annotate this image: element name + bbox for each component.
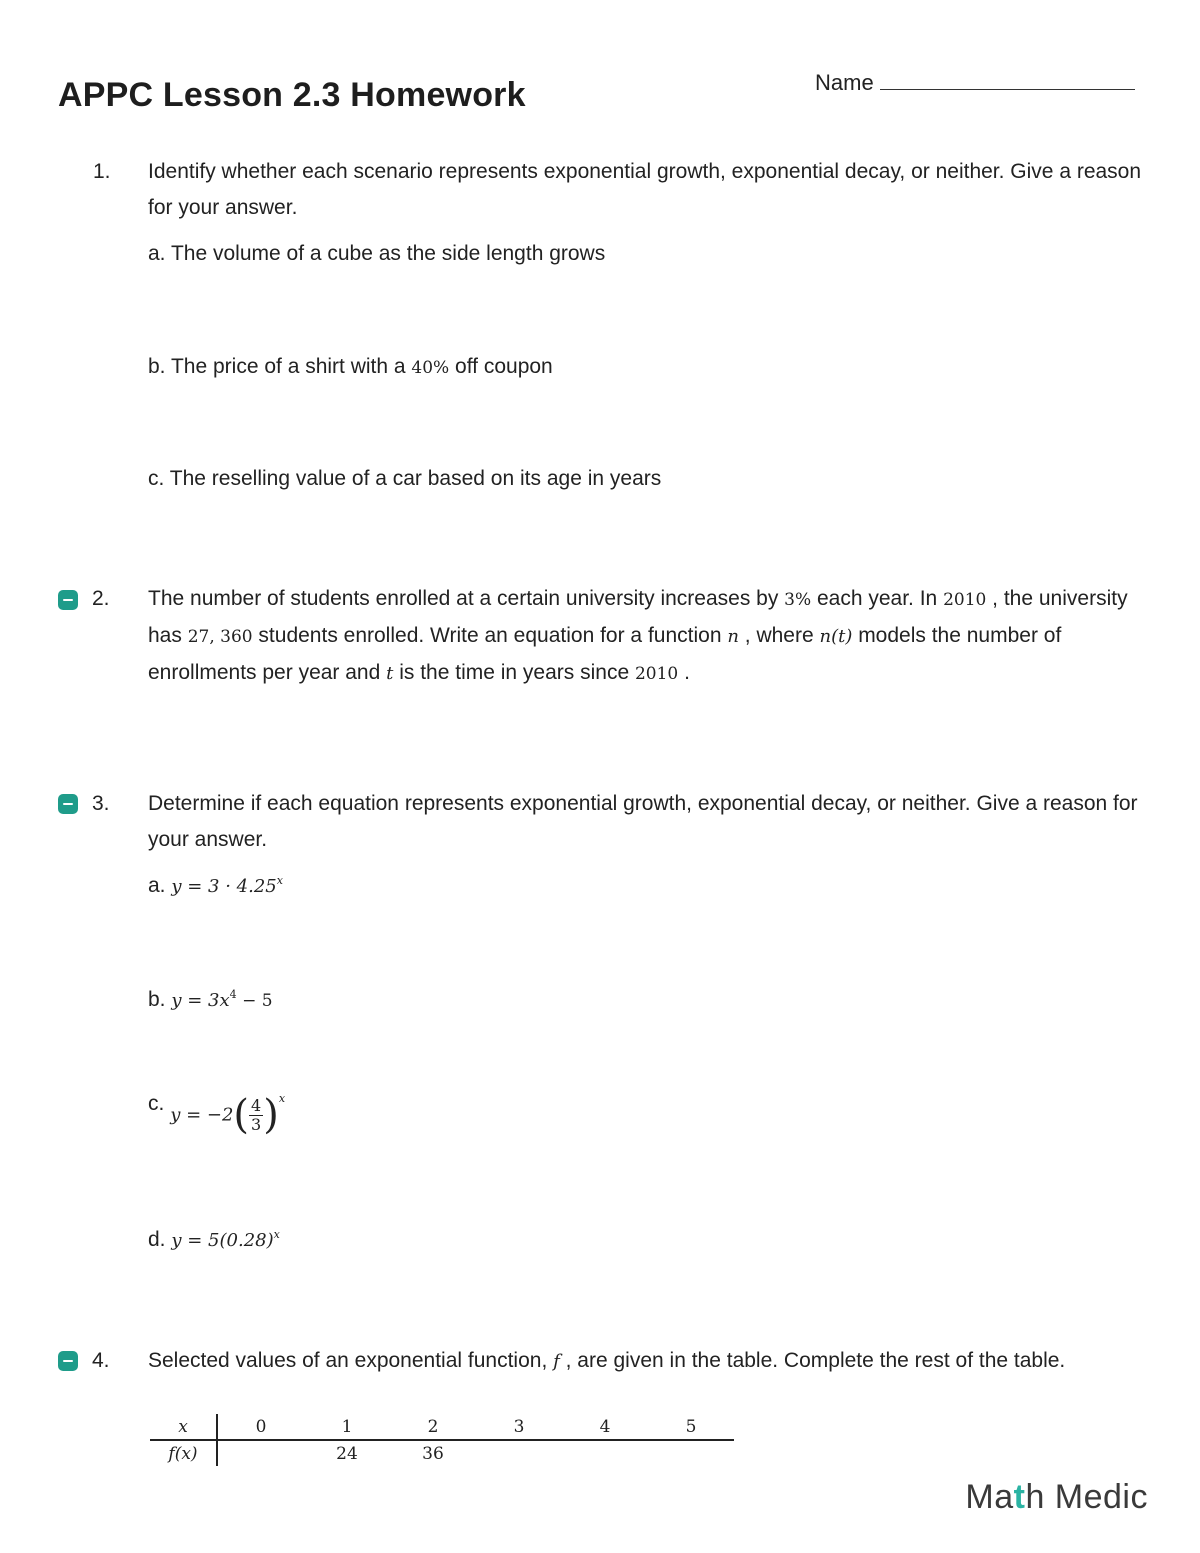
table-cell: 3 bbox=[476, 1414, 562, 1440]
q3-b-equation: y = 3x bbox=[171, 990, 230, 1011]
q3-c-label: c. bbox=[148, 1092, 165, 1115]
q2-count: 27, 360 bbox=[187, 627, 253, 647]
q1-part-b bbox=[148, 355, 553, 379]
q3-part-b bbox=[148, 988, 273, 1012]
logo-text-1: Ma bbox=[965, 1478, 1014, 1516]
table-header-fx: f(x) bbox=[150, 1440, 217, 1466]
logo-accent: t bbox=[1013, 1478, 1026, 1516]
q2-function-name: n bbox=[727, 626, 739, 647]
table-row-x bbox=[150, 1414, 734, 1440]
table-cell: 5 bbox=[648, 1414, 734, 1440]
q3-d-label: d. bbox=[148, 1228, 166, 1251]
table-cell[interactable] bbox=[562, 1440, 648, 1466]
q3-part-a bbox=[148, 874, 283, 898]
table-cell[interactable] bbox=[648, 1440, 734, 1466]
table-cell[interactable] bbox=[217, 1440, 304, 1466]
q3-b-label: b. bbox=[148, 988, 166, 1011]
q2-text-4: students enrolled. Write an equation for a function bbox=[252, 624, 728, 647]
page-title: APPC Lesson 2.3 Homework bbox=[58, 76, 526, 114]
table-cell: 2 bbox=[390, 1414, 476, 1440]
q1-text: Identify whether each scenario represents exponential growth, exponential decay, or neither. Give a reason for your answer. bbox=[148, 160, 1142, 219]
q3-c-numerator: 4 bbox=[251, 1095, 262, 1115]
table-cell: 4 bbox=[562, 1414, 648, 1440]
q2-function-nt: n(t) bbox=[819, 626, 853, 647]
name-field bbox=[815, 70, 1135, 96]
q2-text-6: models the number of enrollments per year and bbox=[148, 624, 1062, 684]
table-row-fx bbox=[150, 1440, 734, 1466]
q2-text-1: The number of students enrolled at a certain university increases by bbox=[148, 587, 785, 610]
table-cell[interactable] bbox=[476, 1440, 562, 1466]
q2-number: 2. bbox=[92, 587, 110, 610]
q3-text: Determine if each equation represents exponential growth, exponential decay, or neither. Give a reason for your answer. bbox=[148, 792, 1138, 851]
q3-c-exponent: x bbox=[278, 1092, 286, 1105]
left-paren: ( bbox=[233, 1092, 250, 1138]
q1-part-a: a. The volume of a cube as the side length grows bbox=[148, 242, 606, 265]
q3-b-exponent: 4 bbox=[229, 988, 237, 1001]
bookmark-icon[interactable] bbox=[58, 590, 78, 610]
name-blank-line[interactable] bbox=[880, 71, 1135, 90]
q3-part-c bbox=[148, 1092, 285, 1138]
q2-t-variable: t bbox=[386, 663, 394, 684]
q4-text bbox=[148, 1343, 1148, 1380]
q4-text-2: , are given in the table. Complete the rest of the table. bbox=[559, 1349, 1066, 1372]
q1-b-post: off coupon bbox=[449, 355, 553, 378]
math-medic-logo bbox=[965, 1478, 1148, 1517]
table-cell: 0 bbox=[217, 1414, 304, 1440]
table-header-x: x bbox=[150, 1414, 217, 1440]
q2-year-2: 2010 bbox=[634, 664, 679, 684]
q3-a-label: a. bbox=[148, 874, 166, 897]
function-table bbox=[150, 1414, 734, 1466]
name-label: Name bbox=[815, 70, 874, 95]
table-cell: 36 bbox=[422, 1443, 444, 1464]
q3-c-denominator: 3 bbox=[251, 1114, 262, 1134]
right-paren: ) bbox=[263, 1092, 279, 1138]
logo-text-2: h Medic bbox=[1025, 1478, 1148, 1516]
q3-part-d bbox=[148, 1228, 280, 1252]
table-cell: 1 bbox=[304, 1414, 390, 1440]
q2-text-8: . bbox=[678, 661, 690, 684]
q3-d-exponent: x bbox=[273, 1228, 280, 1241]
bookmark-icon[interactable] bbox=[58, 1351, 78, 1371]
table-cell: 24 bbox=[336, 1443, 358, 1464]
q1-b-percent: 40% bbox=[411, 358, 450, 378]
q3-a-exponent: x bbox=[276, 874, 283, 887]
q2-text-3: , the university has bbox=[148, 587, 1128, 647]
q2-percent: 3% bbox=[784, 590, 812, 610]
q3-d-equation: y = 5(0.28) bbox=[171, 1230, 274, 1251]
q3-c-fraction bbox=[249, 1097, 263, 1134]
q3-c-equation: y = −2 bbox=[170, 1104, 234, 1126]
q2-text-7: is the time in years since bbox=[393, 661, 635, 684]
q2-text-2: each year. In bbox=[811, 587, 944, 610]
q1-part-c: c. The reselling value of a car based on its age in years bbox=[148, 467, 662, 490]
q1-number: 1. bbox=[93, 160, 111, 183]
q2-text bbox=[148, 581, 1148, 692]
q3-a-equation: y = 3 · 4.25 bbox=[171, 876, 277, 897]
q4-text-1: Selected values of an exponential function, bbox=[148, 1349, 554, 1372]
q1-b-pre: b. The price of a shirt with a bbox=[148, 355, 412, 378]
q4-number: 4. bbox=[92, 1349, 110, 1372]
bookmark-icon[interactable] bbox=[58, 794, 78, 814]
q4-function-name: f bbox=[553, 1351, 560, 1372]
q3-number: 3. bbox=[92, 792, 110, 815]
q3-b-constant: − 5 bbox=[236, 991, 273, 1011]
q2-text-5: , where bbox=[738, 624, 820, 647]
q2-year-1: 2010 bbox=[943, 590, 987, 610]
